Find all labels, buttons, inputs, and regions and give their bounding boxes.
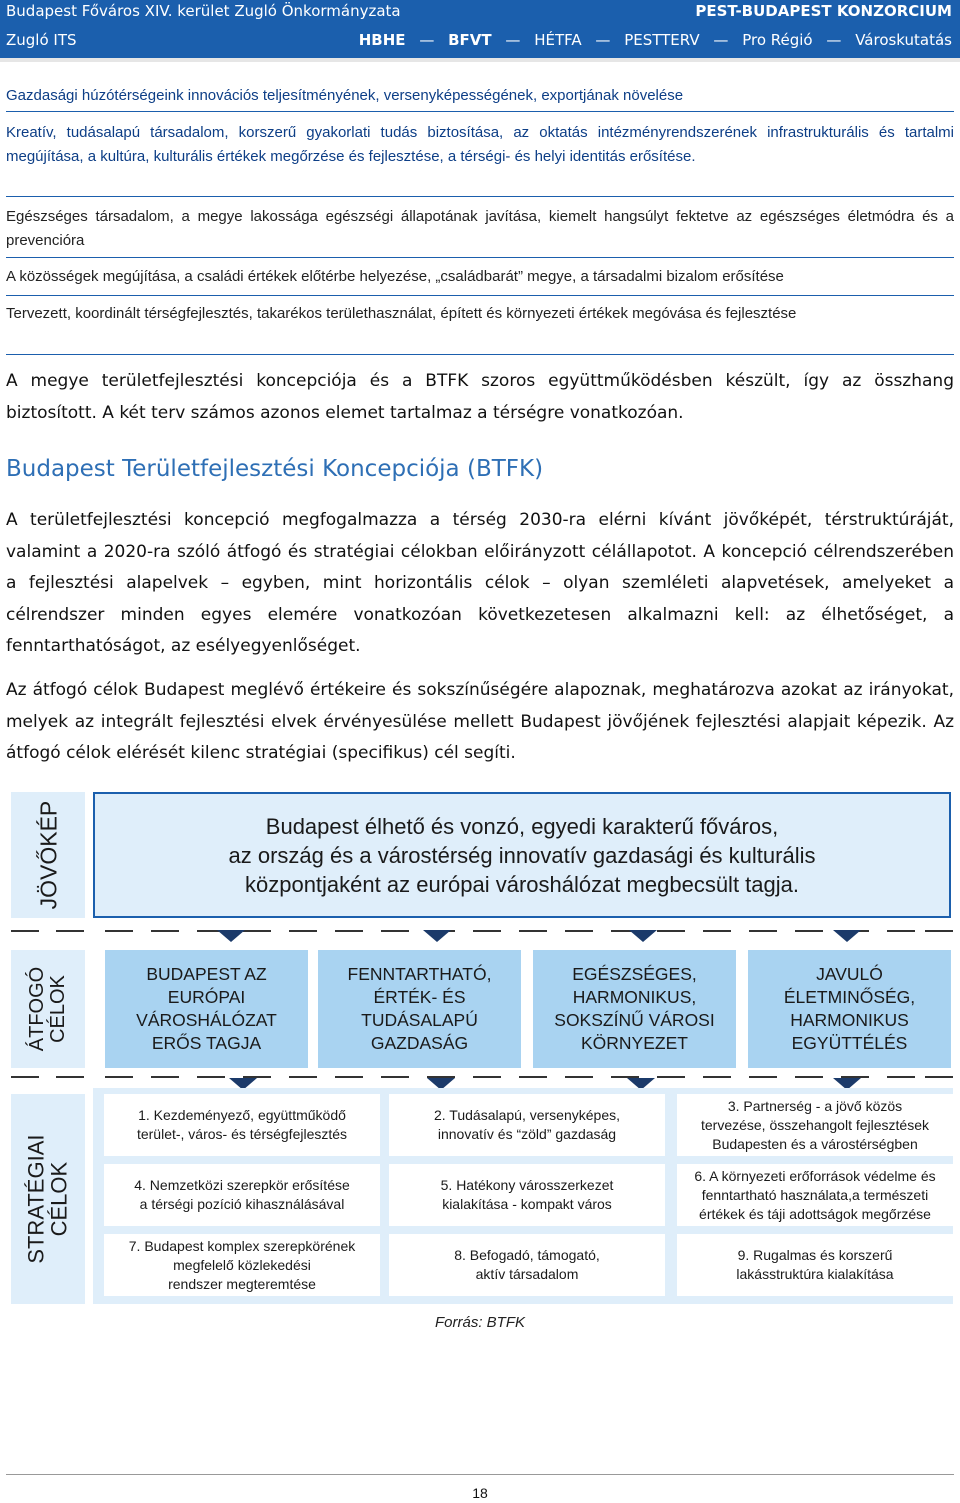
table-row: Gazdasági húzótérségeink innovációs teljesítményének, versenyképességének, exportjának növelése [6,87,684,104]
strategic-goal-box: 8. Befogadó, támogató, aktív társadalom [389,1234,665,1296]
separator-dash [565,1076,593,1078]
page-header [0,0,960,62]
goals-label [27,967,69,1051]
section-title: Budapest Területfejlesztési Koncepciója (BTFK) [6,456,544,482]
strategic-goal-box: 2. Tudásalapú, versenyképes, innovatív és “zöld” gazdaság [389,1094,665,1156]
separator-dash [335,930,363,932]
separator-dash [335,1076,363,1078]
separator-dash [887,930,915,932]
page-number: 18 [472,1485,488,1501]
table-row: Tervezett, koordinált térségfejlesztés, takarékos területhasználat, épített és környezeti értékek megóvása és fejlesztése [6,305,797,322]
overall-goal-box: BUDAPEST AZ EURÓPAI VÁROSHÁLÓZAT ERŐS TAGJA [105,950,308,1068]
goals-label-line: ÁTFOGÓ [26,966,49,1052]
separator-dash [151,1076,179,1078]
separator-dash [703,1076,731,1078]
table-divider [6,111,954,112]
separator-dash [381,930,409,932]
separator-dash [197,1076,225,1078]
arrow-down-icon [833,930,861,942]
body-paragraph: Az átfogó célok Budapest meglévő értékeire és sokszínűségére alapoznak, meghatározva azokat az irányokat, melyek az integrált fejlesztési elvek érvényesülése mellett Budapest jövőjének fejlesztési alapjait képezik. Az átfogó célok elérését kilenc stratégiai (specifikus) cél segíti. [6,680,954,763]
vision-line: Budapest élhető és vonzó, egyedi karakterű főváros, [265,813,779,839]
strategic-label-box [11,1094,85,1304]
partner-name: BFVT [448,31,492,49]
separator-dash [519,1076,547,1078]
header-document: Zugló ITS [6,31,77,49]
separator-dash [795,1076,823,1078]
arrow-down-icon [423,930,451,942]
vision-label: JÖVŐKÉP [34,800,61,910]
separator-dash [657,1076,685,1078]
strategic-goals-panel [93,1088,953,1304]
strategic-label-line: STRATÉGIAI [23,1134,49,1264]
overall-goal-box: JAVULÓ ÉLETMINŐSÉG, HARMONIKUS EGYÜTTÉLÉS [748,950,951,1068]
strategic-label-line: CÉLOK [47,1161,73,1237]
partner-name: Városkutatás [855,31,952,49]
separator-dash [11,930,39,932]
strategic-goal-box: 5. Hatékony városszerkezet kialakítása - kompakt város [389,1164,665,1226]
separator-dash [795,930,823,932]
table-divider [6,257,954,258]
partner-separator: — [595,31,611,49]
strategic-goal-box: 4. Nemzetközi szerepkör erősítése a térségi pozíció kihasználásával [104,1164,380,1226]
overall-goal-box: FENNTARTHATÓ, ÉRTÉK- ÉS TUDÁSALAPÚ GAZDASÁG [318,950,521,1068]
separator-dash [657,930,685,932]
goals-label-box [11,950,85,1068]
goals-label-line: CÉLOK [47,975,70,1043]
strategic-label [25,1134,71,1263]
separator-dash [105,930,133,932]
separator-dash [105,1076,133,1078]
overall-goal-box: EGÉSZSÉGES, HARMONIKUS, SOKSZÍNŰ VÁROSI KÖRNYEZET [533,950,736,1068]
separator-dash [473,930,501,932]
table-divider [6,354,954,355]
partner-name: HÉTFA [534,31,582,49]
separator-dash [925,930,953,932]
arrow-down-icon [217,930,245,942]
partner-separator: — [713,31,729,49]
separator-dash [56,1076,84,1078]
separator-dash [565,930,593,932]
figure-source: Forrás: BTFK [434,1314,525,1331]
btfk-goal-diagram [11,790,953,1310]
header-consortium: PEST-BUDAPEST KONZORCIUM [695,2,952,20]
strategic-goal-box: 3. Partnerség - a jövő közös tervezése, összehangolt fejlesztések Budapesten és a várostérségben [677,1094,953,1156]
separator-dash [473,1076,501,1078]
separator-dash [243,930,271,932]
table-divider [6,196,954,197]
strategic-goal-box: 1. Kezdeményező, együttműködő terület-, város- és térségfejlesztés [104,1094,380,1156]
vision-line: az ország és a várostérség innovatív gazdasági és kulturális [228,842,816,868]
partner-name: PESTTERV [624,31,700,49]
separator-dash [749,930,777,932]
strategic-goal-box: 7. Budapest komplex szerepkörének megfelelő közlekedési rendszer megteremtése [104,1234,380,1296]
separator-dash [519,930,547,932]
separator-dash [887,1076,915,1078]
separator-dash [381,1076,409,1078]
table-row: Egészséges társadalom, a megye lakossága egészségi állapotának javítása, kiemelt hangsúlyt fektetve az egészséges életmódra és a prevencióra [6,208,954,249]
intro-paragraph: A megye területfejlesztési koncepciója és a BTFK szoros együttműködésben készült, így az összhang biztosított. A két terv számos azonos elemet tartalmaz a térségre vonatkozóan. [6,371,954,423]
footer-divider [6,1474,954,1475]
table-row: A közösségek megújítása, a családi értékek előtérbe helyezése, „családbarát” megye, a társadalmi bizalom erősítése [6,268,784,285]
partner-name: Pro Régió [742,31,813,49]
vision-box [93,792,951,918]
separator-dash [749,1076,777,1078]
partner-separator: — [419,31,435,49]
partner-separator: — [826,31,842,49]
separator-dash [289,930,317,932]
strategic-goal-box: 6. A környezeti erőforrások védelme és fenntartható használata,a természeti értékek és táji adottságok megőrzése [677,1164,953,1226]
partner-name: HBHE [358,31,406,49]
table-divider [6,295,954,296]
vision-label-box [11,792,85,918]
header-organization: Budapest Főváros XIV. kerület Zugló Önkormányzata [6,2,401,20]
table-row: Kreatív, tudásalapú társadalom, korszerű gyakorlati tudás biztosítása, az oktatás intézményrendszerének infrastrukturális és tartalmi megújítása, a kultúra, kulturális értékek megőrzése és fejlesztése, a térségi- és helyi identitás erősítése. [6,124,954,165]
partner-separator: — [505,31,521,49]
separator-dash [56,930,84,932]
header-partners [350,31,952,49]
vision-line: központjaként az európai városhálózat megbecsült tagja. [244,871,799,897]
separator-dash [925,1076,953,1078]
separator-dash [151,930,179,932]
body-paragraph: A területfejlesztési koncepció megfogalmazza a térség 2030-ra elérni kívánt jövőképét, térstruktúráját, valamint a 2020-ra szóló átfogó és stratégiai célokban előirányzott célállapotot. A koncepció célrendszerében a fejlesztési alapelvek – egyben, mint horizontális célok – olyan szemléleti alapvetések, amelyeket a célrendszer minden egyes elemére vonatkozóan következetesen alkalmazni kell: az élhetőséget, a fenntarthatóságot, az esélyegyenlőséget. [6,510,954,656]
separator-dash [11,1076,39,1078]
separator-dash [289,1076,317,1078]
strategic-goal-box: 9. Rugalmas és korszerű lakásstruktúra kialakítása [677,1234,953,1296]
arrow-down-icon [629,930,657,942]
separator-dash [703,930,731,932]
